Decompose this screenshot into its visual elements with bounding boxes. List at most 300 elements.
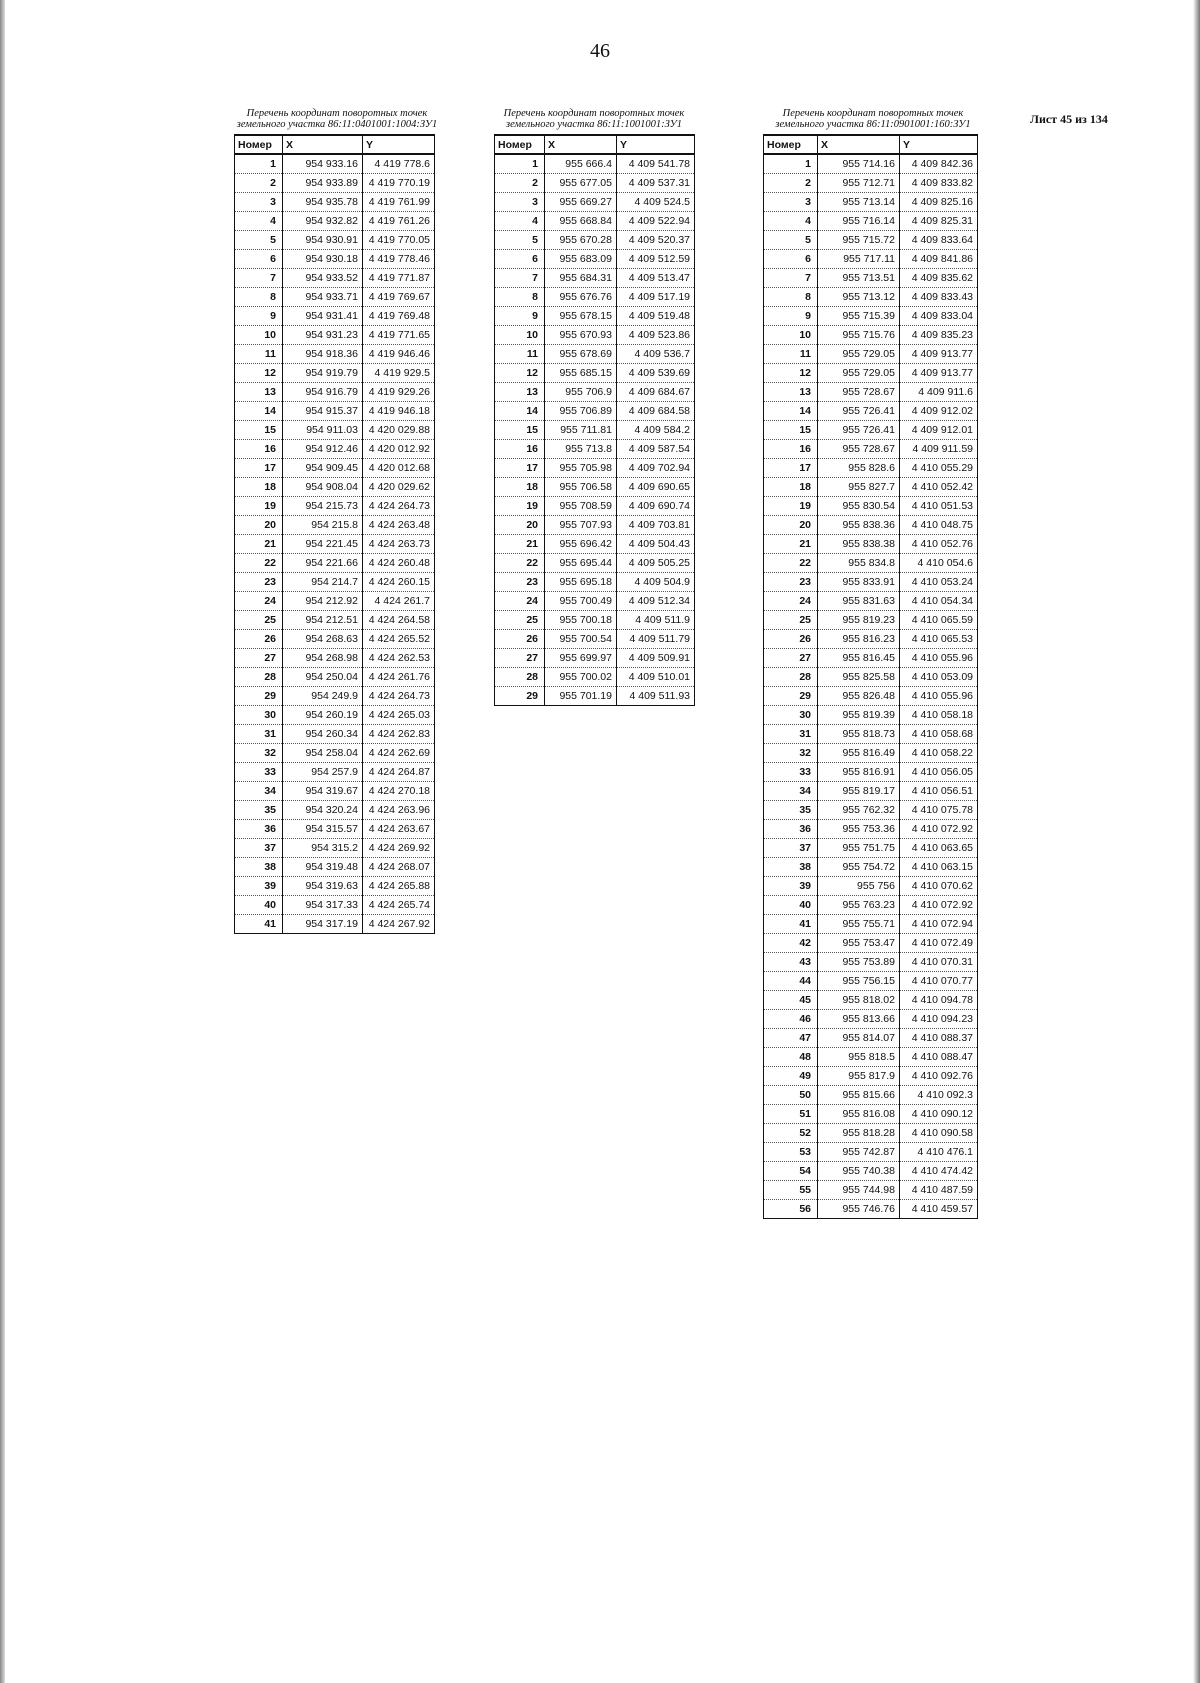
header-number: Номер <box>235 135 283 154</box>
coordinate-table <box>763 134 978 1219</box>
x-coordinate-cell: 955 713.8 <box>545 440 617 459</box>
header-y: Y <box>363 135 435 154</box>
y-coordinate-cell: 4 409 512.34 <box>617 592 695 611</box>
point-number-cell: 44 <box>764 972 818 991</box>
x-coordinate-cell: 955 814.07 <box>818 1029 900 1048</box>
y-coordinate-cell: 4 409 520.37 <box>617 231 695 250</box>
point-number-cell: 32 <box>764 744 818 763</box>
table-row <box>764 858 978 877</box>
table-row <box>495 554 695 573</box>
table-row <box>235 763 435 782</box>
point-number-cell: 17 <box>764 459 818 478</box>
point-number-cell: 18 <box>764 478 818 497</box>
y-coordinate-cell: 4 419 778.46 <box>363 250 435 269</box>
y-coordinate-cell: 4 409 833.43 <box>900 288 978 307</box>
y-coordinate-cell: 4 409 833.04 <box>900 307 978 326</box>
y-coordinate-cell: 4 409 539.69 <box>617 364 695 383</box>
point-number-cell: 28 <box>495 668 545 687</box>
point-number-cell: 4 <box>764 212 818 231</box>
table-row <box>235 820 435 839</box>
header-number: Номер <box>495 135 545 154</box>
table-row <box>235 402 435 421</box>
x-coordinate-cell: 955 828.6 <box>818 459 900 478</box>
point-number-cell: 12 <box>235 364 283 383</box>
table-row <box>235 915 435 934</box>
point-number-cell: 36 <box>764 820 818 839</box>
y-coordinate-cell: 4 410 092.76 <box>900 1067 978 1086</box>
y-coordinate-cell: 4 410 070.77 <box>900 972 978 991</box>
scan-edge-left <box>0 0 5 1683</box>
x-coordinate-cell: 955 713.51 <box>818 269 900 288</box>
table-row <box>764 154 978 174</box>
x-coordinate-cell: 955 701.19 <box>545 687 617 706</box>
point-number-cell: 29 <box>495 687 545 706</box>
x-coordinate-cell: 955 813.66 <box>818 1010 900 1029</box>
x-coordinate-cell: 955 834.8 <box>818 554 900 573</box>
x-coordinate-cell: 955 696.42 <box>545 535 617 554</box>
x-coordinate-cell: 954 215.8 <box>283 516 363 535</box>
point-number-cell: 14 <box>495 402 545 421</box>
point-number-cell: 5 <box>764 231 818 250</box>
table-row <box>764 1124 978 1143</box>
x-coordinate-cell: 954 931.41 <box>283 307 363 326</box>
y-coordinate-cell: 4 419 761.26 <box>363 212 435 231</box>
y-coordinate-cell: 4 424 260.15 <box>363 573 435 592</box>
point-number-cell: 25 <box>764 611 818 630</box>
x-coordinate-cell: 954 320.24 <box>283 801 363 820</box>
y-coordinate-cell: 4 409 504.43 <box>617 535 695 554</box>
x-coordinate-cell: 955 706.9 <box>545 383 617 402</box>
x-coordinate-cell: 955 729.05 <box>818 345 900 364</box>
table-row <box>235 250 435 269</box>
table-row <box>764 1067 978 1086</box>
y-coordinate-cell: 4 409 913.77 <box>900 345 978 364</box>
table-row <box>764 478 978 497</box>
table-row <box>764 649 978 668</box>
point-number-cell: 52 <box>764 1124 818 1143</box>
point-number-cell: 8 <box>495 288 545 307</box>
table-row <box>764 269 978 288</box>
point-number-cell: 3 <box>495 193 545 212</box>
y-coordinate-cell: 4 409 522.94 <box>617 212 695 231</box>
point-number-cell: 11 <box>495 345 545 364</box>
point-number-cell: 10 <box>495 326 545 345</box>
y-coordinate-cell: 4 419 769.48 <box>363 307 435 326</box>
y-coordinate-cell: 4 410 058.22 <box>900 744 978 763</box>
y-coordinate-cell: 4 409 684.67 <box>617 383 695 402</box>
y-coordinate-cell: 4 424 262.53 <box>363 649 435 668</box>
point-number-cell: 26 <box>495 630 545 649</box>
point-number-cell: 23 <box>235 573 283 592</box>
page-number: 46 <box>590 40 610 62</box>
point-number-cell: 54 <box>764 1162 818 1181</box>
table-row <box>764 554 978 573</box>
y-coordinate-cell: 4 410 088.37 <box>900 1029 978 1048</box>
y-coordinate-cell: 4 409 519.48 <box>617 307 695 326</box>
x-coordinate-cell: 954 257.9 <box>283 763 363 782</box>
x-coordinate-cell: 955 684.31 <box>545 269 617 288</box>
table-caption <box>227 108 447 134</box>
y-coordinate-cell: 4 419 770.19 <box>363 174 435 193</box>
table-row <box>764 725 978 744</box>
point-number-cell: 2 <box>235 174 283 193</box>
point-number-cell: 46 <box>764 1010 818 1029</box>
x-coordinate-cell: 954 317.33 <box>283 896 363 915</box>
table-row <box>764 668 978 687</box>
point-number-cell: 4 <box>495 212 545 231</box>
point-number-cell: 25 <box>235 611 283 630</box>
y-coordinate-cell: 4 409 833.82 <box>900 174 978 193</box>
y-coordinate-cell: 4 410 090.12 <box>900 1105 978 1124</box>
point-number-cell: 22 <box>235 554 283 573</box>
x-coordinate-cell: 955 712.71 <box>818 174 900 193</box>
table-row <box>495 649 695 668</box>
point-number-cell: 47 <box>764 1029 818 1048</box>
x-coordinate-cell: 955 685.15 <box>545 364 617 383</box>
x-coordinate-cell: 954 908.04 <box>283 478 363 497</box>
point-number-cell: 20 <box>764 516 818 535</box>
table-row <box>235 592 435 611</box>
x-coordinate-cell: 954 250.04 <box>283 668 363 687</box>
y-coordinate-cell: 4 410 054.6 <box>900 554 978 573</box>
table-row <box>495 592 695 611</box>
table-row <box>235 668 435 687</box>
table-row <box>495 497 695 516</box>
x-coordinate-cell: 955 716.14 <box>818 212 900 231</box>
y-coordinate-cell: 4 410 055.96 <box>900 649 978 668</box>
y-coordinate-cell: 4 410 053.09 <box>900 668 978 687</box>
table-row <box>764 1105 978 1124</box>
table-row <box>764 1048 978 1067</box>
x-coordinate-cell: 955 700.02 <box>545 668 617 687</box>
x-coordinate-cell: 955 717.11 <box>818 250 900 269</box>
table-row <box>764 383 978 402</box>
point-number-cell: 56 <box>764 1200 818 1219</box>
x-coordinate-cell: 954 911.03 <box>283 421 363 440</box>
table-row <box>495 288 695 307</box>
point-number-cell: 9 <box>764 307 818 326</box>
coordinate-table-block-2 <box>484 108 704 706</box>
x-coordinate-cell: 954 919.79 <box>283 364 363 383</box>
table-row <box>235 649 435 668</box>
y-coordinate-cell: 4 424 263.73 <box>363 535 435 554</box>
point-number-cell: 6 <box>495 250 545 269</box>
x-coordinate-cell: 955 715.72 <box>818 231 900 250</box>
x-coordinate-cell: 954 932.82 <box>283 212 363 231</box>
point-number-cell: 18 <box>235 478 283 497</box>
x-coordinate-cell: 955 816.08 <box>818 1105 900 1124</box>
y-coordinate-cell: 4 409 825.31 <box>900 212 978 231</box>
table-row <box>764 687 978 706</box>
point-number-cell: 13 <box>235 383 283 402</box>
y-coordinate-cell: 4 409 511.93 <box>617 687 695 706</box>
point-number-cell: 29 <box>764 687 818 706</box>
x-coordinate-cell: 954 319.67 <box>283 782 363 801</box>
x-coordinate-cell: 955 715.39 <box>818 307 900 326</box>
table-row <box>235 535 435 554</box>
point-number-cell: 16 <box>495 440 545 459</box>
x-coordinate-cell: 955 755.71 <box>818 915 900 934</box>
table-row <box>235 611 435 630</box>
y-coordinate-cell: 4 424 262.69 <box>363 744 435 763</box>
x-coordinate-cell: 955 827.7 <box>818 478 900 497</box>
point-number-cell: 40 <box>235 896 283 915</box>
y-coordinate-cell: 4 410 052.76 <box>900 535 978 554</box>
table-row <box>495 630 695 649</box>
y-coordinate-cell: 4 410 088.47 <box>900 1048 978 1067</box>
point-number-cell: 9 <box>495 307 545 326</box>
y-coordinate-cell: 4 410 072.92 <box>900 896 978 915</box>
table-row <box>495 668 695 687</box>
point-number-cell: 22 <box>764 554 818 573</box>
coordinate-table <box>234 134 435 934</box>
point-number-cell: 53 <box>764 1143 818 1162</box>
y-coordinate-cell: 4 410 056.51 <box>900 782 978 801</box>
y-coordinate-cell: 4 409 512.59 <box>617 250 695 269</box>
y-coordinate-cell: 4 410 065.53 <box>900 630 978 649</box>
y-coordinate-cell: 4 410 092.3 <box>900 1086 978 1105</box>
x-coordinate-cell: 955 695.18 <box>545 573 617 592</box>
table-row <box>235 858 435 877</box>
table-row <box>764 1010 978 1029</box>
x-coordinate-cell: 955 669.27 <box>545 193 617 212</box>
table-row <box>495 364 695 383</box>
point-number-cell: 21 <box>764 535 818 554</box>
table-row <box>235 706 435 725</box>
point-number-cell: 30 <box>764 706 818 725</box>
table-row <box>764 611 978 630</box>
point-number-cell: 29 <box>235 687 283 706</box>
y-coordinate-cell: 4 424 264.73 <box>363 497 435 516</box>
point-number-cell: 45 <box>764 991 818 1010</box>
y-coordinate-cell: 4 410 487.59 <box>900 1181 978 1200</box>
x-coordinate-cell: 955 728.67 <box>818 383 900 402</box>
table-row <box>764 364 978 383</box>
table-row <box>764 535 978 554</box>
point-number-cell: 12 <box>764 364 818 383</box>
point-number-cell: 36 <box>235 820 283 839</box>
point-number-cell: 18 <box>495 478 545 497</box>
table-row <box>764 402 978 421</box>
x-coordinate-cell: 955 825.58 <box>818 668 900 687</box>
y-coordinate-cell: 4 409 912.02 <box>900 402 978 421</box>
y-coordinate-cell: 4 409 912.01 <box>900 421 978 440</box>
x-coordinate-cell: 955 833.91 <box>818 573 900 592</box>
x-coordinate-cell: 955 708.59 <box>545 497 617 516</box>
point-number-cell: 39 <box>764 877 818 896</box>
y-coordinate-cell: 4 424 265.74 <box>363 896 435 915</box>
table-row <box>495 687 695 706</box>
x-coordinate-cell: 955 668.84 <box>545 212 617 231</box>
y-coordinate-cell: 4 424 265.88 <box>363 877 435 896</box>
y-coordinate-cell: 4 424 265.03 <box>363 706 435 725</box>
x-coordinate-cell: 954 933.89 <box>283 174 363 193</box>
x-coordinate-cell: 955 818.02 <box>818 991 900 1010</box>
table-row <box>764 421 978 440</box>
point-number-cell: 28 <box>235 668 283 687</box>
point-number-cell: 14 <box>235 402 283 421</box>
x-coordinate-cell: 954 221.66 <box>283 554 363 573</box>
point-number-cell: 2 <box>495 174 545 193</box>
x-coordinate-cell: 954 214.7 <box>283 573 363 592</box>
header-x: X <box>818 135 900 154</box>
point-number-cell: 51 <box>764 1105 818 1124</box>
y-coordinate-cell: 4 409 835.23 <box>900 326 978 345</box>
table-row <box>235 383 435 402</box>
y-coordinate-cell: 4 424 267.92 <box>363 915 435 934</box>
point-number-cell: 24 <box>764 592 818 611</box>
table-row <box>764 630 978 649</box>
point-number-cell: 33 <box>764 763 818 782</box>
x-coordinate-cell: 954 221.45 <box>283 535 363 554</box>
y-coordinate-cell: 4 419 761.99 <box>363 193 435 212</box>
x-coordinate-cell: 955 753.47 <box>818 934 900 953</box>
header-row <box>495 135 695 154</box>
table-row <box>495 154 695 174</box>
point-number-cell: 21 <box>495 535 545 554</box>
table-row <box>235 896 435 915</box>
x-coordinate-cell: 954 933.71 <box>283 288 363 307</box>
point-number-cell: 27 <box>495 649 545 668</box>
point-number-cell: 28 <box>764 668 818 687</box>
point-number-cell: 22 <box>495 554 545 573</box>
x-coordinate-cell: 955 726.41 <box>818 421 900 440</box>
table-row <box>764 516 978 535</box>
table-row <box>764 782 978 801</box>
point-number-cell: 14 <box>764 402 818 421</box>
point-number-cell: 27 <box>235 649 283 668</box>
coordinate-table-block-1 <box>227 108 447 934</box>
table-row <box>764 1086 978 1105</box>
point-number-cell: 49 <box>764 1067 818 1086</box>
x-coordinate-cell: 955 706.89 <box>545 402 617 421</box>
table-row <box>764 497 978 516</box>
point-number-cell: 41 <box>235 915 283 934</box>
y-coordinate-cell: 4 410 058.18 <box>900 706 978 725</box>
y-coordinate-cell: 4 410 058.68 <box>900 725 978 744</box>
table-row <box>495 269 695 288</box>
point-number-cell: 7 <box>764 269 818 288</box>
table-row <box>495 193 695 212</box>
table-row <box>235 801 435 820</box>
x-coordinate-cell: 954 260.34 <box>283 725 363 744</box>
table-row <box>495 478 695 497</box>
x-coordinate-cell: 954 215.73 <box>283 497 363 516</box>
point-number-cell: 32 <box>235 744 283 763</box>
y-coordinate-cell: 4 410 055.96 <box>900 687 978 706</box>
point-number-cell: 15 <box>235 421 283 440</box>
point-number-cell: 39 <box>235 877 283 896</box>
table-row <box>235 573 435 592</box>
y-coordinate-cell: 4 424 263.96 <box>363 801 435 820</box>
y-coordinate-cell: 4 424 264.73 <box>363 687 435 706</box>
table-row <box>764 1029 978 1048</box>
x-coordinate-cell: 955 816.45 <box>818 649 900 668</box>
point-number-cell: 19 <box>235 497 283 516</box>
table-row <box>764 250 978 269</box>
caption-line-2: земельного участка 86:11:0901001:160:ЗУ1 <box>775 119 971 130</box>
caption-line-1: Перечень координат поворотных точек <box>782 108 964 119</box>
point-number-cell: 17 <box>495 459 545 478</box>
y-coordinate-cell: 4 410 476.1 <box>900 1143 978 1162</box>
y-coordinate-cell: 4 410 075.78 <box>900 801 978 820</box>
table-row <box>764 288 978 307</box>
point-number-cell: 5 <box>235 231 283 250</box>
table-row <box>235 516 435 535</box>
table-row <box>764 972 978 991</box>
table-row <box>764 326 978 345</box>
y-coordinate-cell: 4 410 063.15 <box>900 858 978 877</box>
table-row <box>764 763 978 782</box>
table-row <box>764 592 978 611</box>
x-coordinate-cell: 955 818.28 <box>818 1124 900 1143</box>
table-row <box>495 402 695 421</box>
point-number-cell: 37 <box>235 839 283 858</box>
y-coordinate-cell: 4 419 929.26 <box>363 383 435 402</box>
y-coordinate-cell: 4 409 510.01 <box>617 668 695 687</box>
x-coordinate-cell: 955 714.16 <box>818 154 900 174</box>
x-coordinate-cell: 954 930.18 <box>283 250 363 269</box>
y-coordinate-cell: 4 410 070.62 <box>900 877 978 896</box>
x-coordinate-cell: 954 249.9 <box>283 687 363 706</box>
y-coordinate-cell: 4 419 946.18 <box>363 402 435 421</box>
y-coordinate-cell: 4 409 913.77 <box>900 364 978 383</box>
x-coordinate-cell: 954 933.52 <box>283 269 363 288</box>
x-coordinate-cell: 955 746.76 <box>818 1200 900 1219</box>
point-number-cell: 42 <box>764 934 818 953</box>
point-number-cell: 10 <box>764 326 818 345</box>
x-coordinate-cell: 955 700.18 <box>545 611 617 630</box>
table-row <box>235 174 435 193</box>
table-row <box>235 497 435 516</box>
table-row <box>764 1162 978 1181</box>
caption-line-2: земельного участка 86:11:0401001:1004:ЗУ1 <box>236 119 438 130</box>
table-row <box>495 421 695 440</box>
table-row <box>764 706 978 725</box>
table-row <box>235 744 435 763</box>
y-coordinate-cell: 4 410 055.29 <box>900 459 978 478</box>
table-row <box>764 1181 978 1200</box>
table-row <box>764 953 978 972</box>
table-row <box>235 288 435 307</box>
x-coordinate-cell: 955 762.32 <box>818 801 900 820</box>
x-coordinate-cell: 954 909.45 <box>283 459 363 478</box>
x-coordinate-cell: 955 728.67 <box>818 440 900 459</box>
point-number-cell: 3 <box>764 193 818 212</box>
y-coordinate-cell: 4 424 264.58 <box>363 611 435 630</box>
point-number-cell: 24 <box>235 592 283 611</box>
table-row <box>495 231 695 250</box>
x-coordinate-cell: 955 819.39 <box>818 706 900 725</box>
x-coordinate-cell: 955 838.36 <box>818 516 900 535</box>
point-number-cell: 25 <box>495 611 545 630</box>
table-row <box>764 896 978 915</box>
y-coordinate-cell: 4 410 072.92 <box>900 820 978 839</box>
x-coordinate-cell: 955 706.58 <box>545 478 617 497</box>
x-coordinate-cell: 955 744.98 <box>818 1181 900 1200</box>
y-coordinate-cell: 4 420 012.68 <box>363 459 435 478</box>
x-coordinate-cell: 955 816.49 <box>818 744 900 763</box>
table-row <box>495 212 695 231</box>
point-number-cell: 26 <box>764 630 818 649</box>
table-row <box>495 174 695 193</box>
header-row <box>764 135 978 154</box>
x-coordinate-cell: 955 830.54 <box>818 497 900 516</box>
point-number-cell: 6 <box>235 250 283 269</box>
point-number-cell: 15 <box>495 421 545 440</box>
point-number-cell: 19 <box>764 497 818 516</box>
x-coordinate-cell: 955 676.76 <box>545 288 617 307</box>
